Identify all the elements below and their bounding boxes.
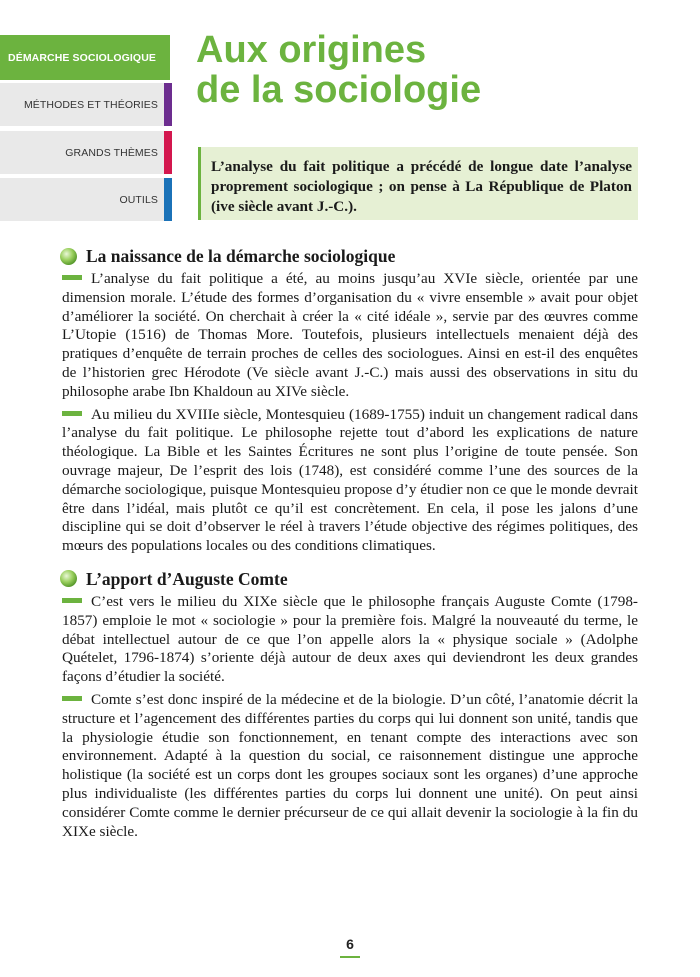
paragraph-text: Comte s’est donc inspiré de la médecine et de la biologie. D’un côté, l’anatomie décrit la structure et l’agencement des différentes parties du corps qui lui donnent son unité, tandis que la physiologie étudie son fonctionnement, en tenant compte des interactions avec son environnement. Adapté à la question du social, ce raisonnement distingue une approche holistique (la société est un corps dont les groupes sociaux sont les organes) d’une approche plus individualiste (les différentes parties du corps lui donnent une unité). On peut ainsi considérer Comte comme le dernier précurseur de ce qui allait devenir la sociologie à la fin du XIXe siècle. (62, 690, 638, 840)
tab-methodes-et-theories[interactable]: MÉTHODES ET THÉORIES (0, 83, 172, 126)
paragraph (62, 593, 638, 687)
tab-grands-themes[interactable]: GRANDS THÈMES (0, 131, 172, 174)
paragraph-dash-icon (62, 411, 82, 416)
section-heading-text: La naissance de la démarche sociologique (86, 246, 396, 266)
green-bullet-icon (60, 248, 77, 265)
tab-demarche-sociologique[interactable]: DÉMARCHE SOCIOLOGIQUE (0, 35, 170, 80)
paragraph-dash-icon (62, 598, 82, 603)
paragraph-dash-icon (62, 275, 82, 280)
paragraph (62, 691, 638, 841)
paragraph-text: C’est vers le milieu du XIXe siècle que le philosophe français Auguste Comte (1798-1857) emploie le mot « sociologie » pour la première fois. Malgré la nouveauté du terme, le débat intellectuel autour de ce que l’on appelle alors la « physique sociale » (Adolphe Quételet, 1796-1874) s’oriente déjà autour de deux axes qui deviendront les deux grandes façons d’étudier la société. (62, 592, 638, 686)
paragraph (62, 406, 638, 556)
paragraph-text: Au milieu du XVIIIe siècle, Montesquieu (1689-1755) induit un changement radical dans l’analyse du fait politique. Le philosophe rejette tout d’abord les explications de nature théologique. La Bible et les Saintes Écritures ne sont plus l’origine de toute pensée. Son ouvrage majeur, De l’esprit des lois (1748), est considéré comme l’une des sources de la démarche sociologique, puisque Montesquieu propose d’y étudier non ce que le monde devrait être dans l’idéal, mais plutôt ce qu’il est concrètement. En cela, il pose les jalons d’une discipline qui se doit d’observer le réel à travers l’étude objective des régimes politiques, des mœurs des populations locales ou des conditions climatiques. (62, 405, 638, 555)
page-title-line-1: Aux origines (196, 29, 427, 71)
main-content (62, 245, 638, 845)
paragraph (62, 270, 638, 402)
page-number: 6 (346, 936, 354, 952)
section-heading-text: L’apport d’Auguste Comte (86, 568, 288, 589)
green-bullet-icon (60, 570, 77, 587)
tab-outils[interactable]: OUTILS (0, 178, 172, 221)
paragraph-dash-icon (62, 696, 82, 701)
paragraph-text: L’analyse du fait politique a été, au moins jusqu’au XVIe siècle, orientée par une dimension morale. L’étude des formes d’organisation du « vivre ensemble » avait pour objet d’améliorer la société. On cherchait à créer la « cité idéale », servie par des œuvres comme L’Utopie (1516) de Thomas More. Toutefois, plusieurs intellectuels menaient déjà des pratiques d’enquête de terrain proches de celles des sociologues. Ainsi en est-il des enquêtes de l’historien grec Hérodote (Ve siècle avant J.-C.) mais aussi des observations in situ du philosophe arabe Ibn Khaldoun au XIVe siècle. (62, 270, 638, 400)
section-heading (60, 245, 638, 267)
intro-box: L’analyse du fait politique a précédé de longue date l’analyse proprement sociologique ; on pense à La République de Platon (ive siècle avant J.-C.). (198, 147, 638, 220)
page-number-underline (340, 956, 360, 958)
page-title-line-2: de la sociologie (196, 69, 482, 111)
section-heading (60, 568, 638, 590)
page-title (196, 30, 636, 110)
